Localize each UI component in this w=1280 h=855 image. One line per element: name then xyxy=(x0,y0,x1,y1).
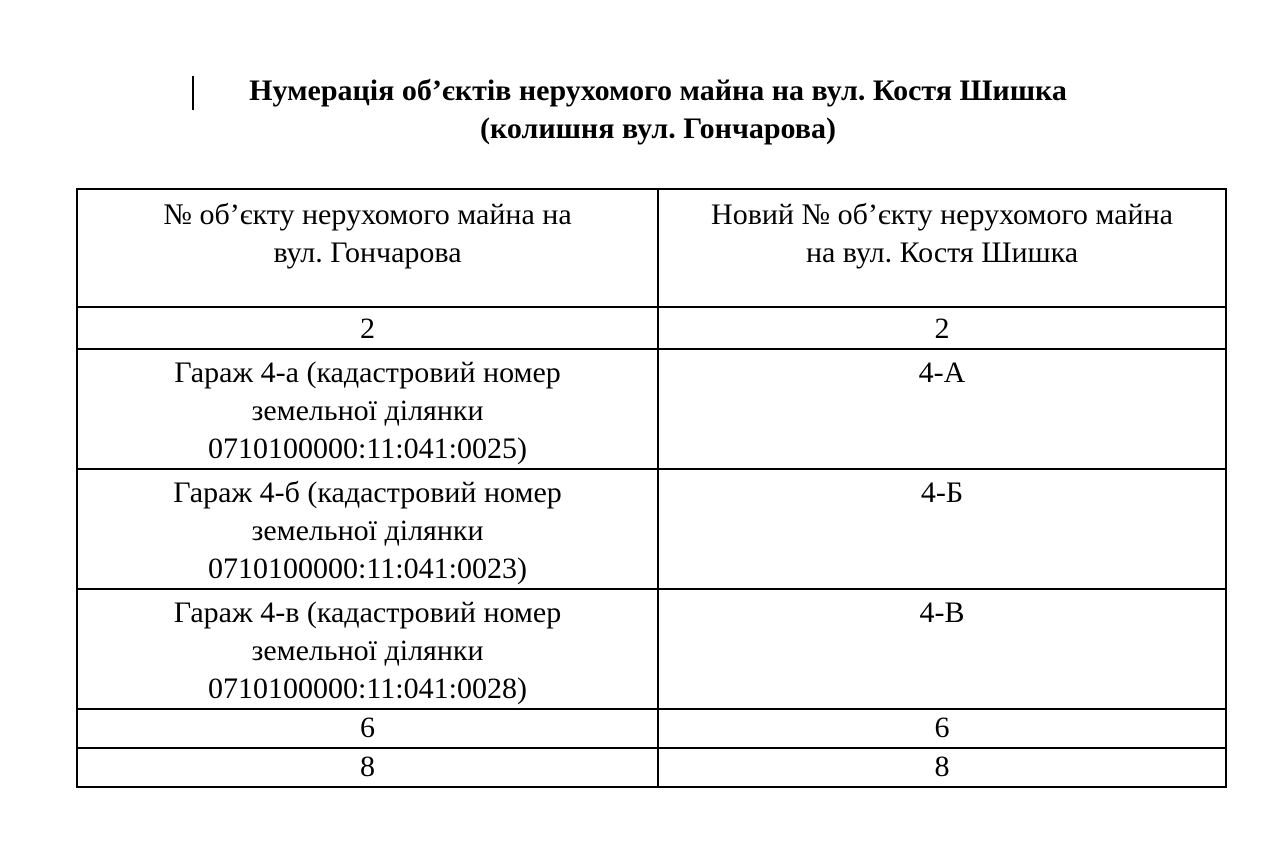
header-old-line-2: вул. Гончарова xyxy=(273,236,462,269)
table-row xyxy=(77,469,1226,589)
header-cell-old-number xyxy=(77,189,658,307)
old-number-line-1: Гараж 4-б (кадастровий номер xyxy=(173,476,562,509)
old-number-line-2: земельної ділянки xyxy=(251,394,484,427)
old-number-line-3: 0710100000:11:041:0028) xyxy=(208,672,527,705)
page-title-line-1: Нумерація об’єктів нерухомого майна на вул. Костя Шишка xyxy=(249,74,1067,107)
old-number-cell xyxy=(77,307,658,349)
table-row xyxy=(77,349,1226,469)
old-number-line-1: 2 xyxy=(360,312,375,345)
old-number-cell xyxy=(77,748,658,787)
old-number-line-2: земельної ділянки xyxy=(251,514,484,547)
table-header-row xyxy=(77,189,1226,307)
old-number-line-1: 6 xyxy=(360,711,375,744)
new-number-cell: 4-В xyxy=(658,589,1226,709)
header-new-line-2: на вул. Костя Шишка xyxy=(805,236,1079,269)
numbering-table xyxy=(76,188,1227,788)
old-number-line-2: земельної ділянки xyxy=(251,634,484,667)
old-number-line-1: 8 xyxy=(360,750,375,783)
table-row xyxy=(77,748,1226,787)
table-row xyxy=(77,709,1226,748)
new-number-cell: 4-Б xyxy=(658,469,1226,589)
new-number-cell: 2 xyxy=(658,307,1226,349)
old-number-line-3: 0710100000:11:041:0025) xyxy=(208,432,527,465)
header-cell-new-number xyxy=(658,189,1226,307)
page-title xyxy=(0,72,1280,148)
old-number-cell xyxy=(77,469,658,589)
table-row xyxy=(77,589,1226,709)
new-number-cell: 6 xyxy=(658,709,1226,748)
old-number-line-3: 0710100000:11:041:0023) xyxy=(208,552,527,585)
old-number-line-1: Гараж 4-а (кадастровий номер xyxy=(174,356,561,389)
old-number-cell xyxy=(77,589,658,709)
old-number-cell xyxy=(77,709,658,748)
header-new-line-1: Новий № об’єкту нерухомого майна xyxy=(711,198,1173,231)
page-title-line-2: (колишня вул. Гончарова) xyxy=(480,112,836,145)
old-number-cell xyxy=(77,349,658,469)
table-row xyxy=(77,307,1226,349)
header-old-line-1: № об’єкту нерухомого майна на xyxy=(163,198,572,231)
new-number-cell: 4-А xyxy=(658,349,1226,469)
new-number-cell: 8 xyxy=(658,748,1226,787)
old-number-line-1: Гараж 4-в (кадастровий номер xyxy=(173,596,562,629)
